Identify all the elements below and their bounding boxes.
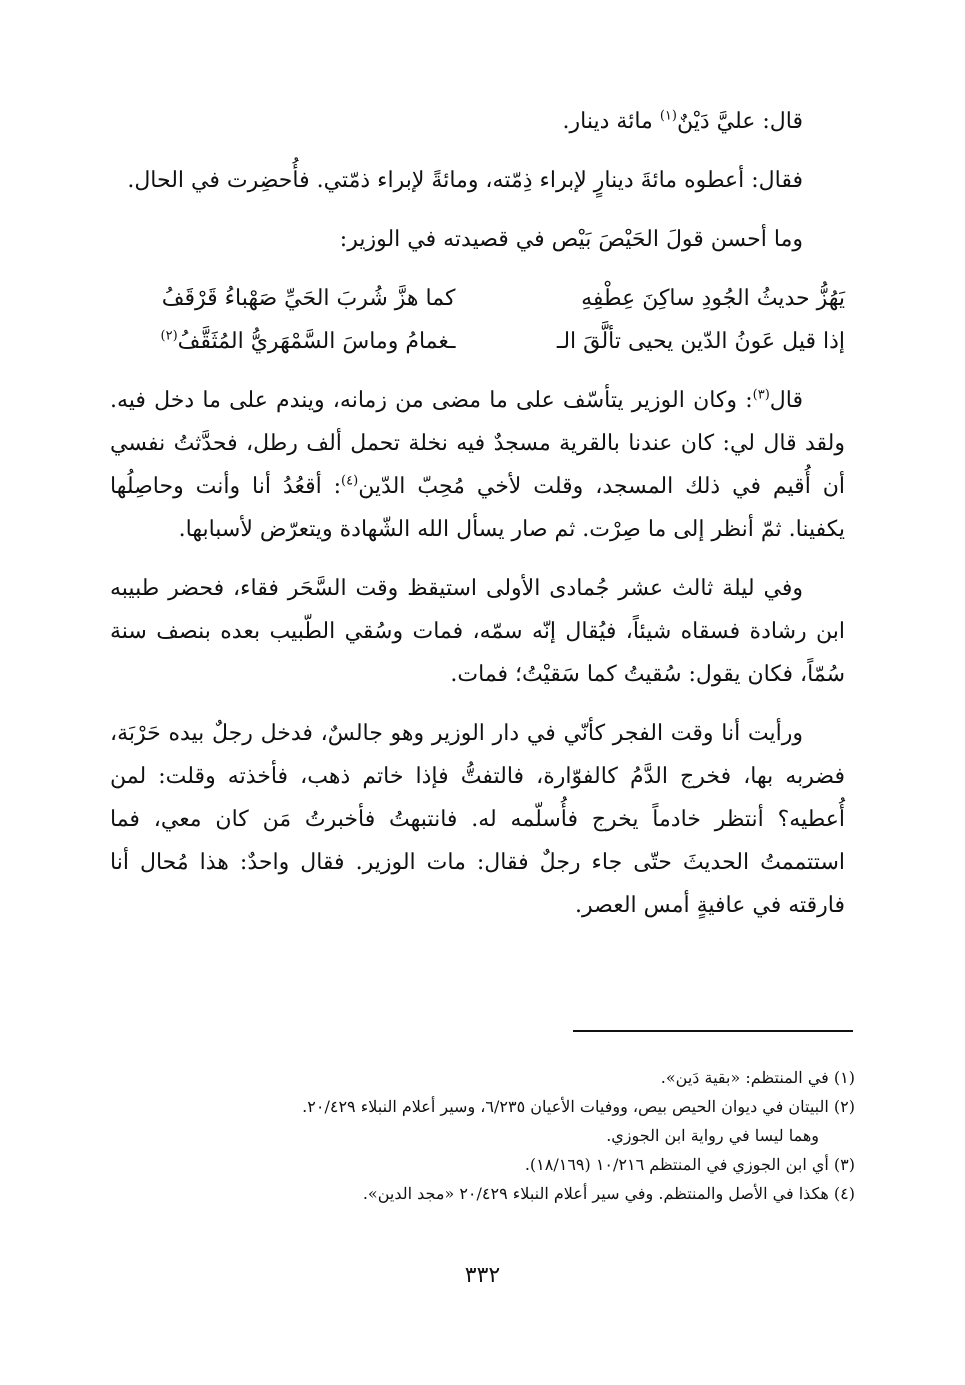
footnote-2-text: البيتان في ديوان الحيص بيص، ووفيات الأعيان ٦/٢٣٥، وسير أعلام النبلاء ٢٠/٤٢٩. [302,1097,829,1116]
paragraph-6: ورأيت أنا وقت الفجر كأنّي في دار الوزير وهو جالسٌ، فدخل رجلٌ بيده حَرْبَة، فضربه بها، فخرج الدَّمُ كالفوّارة، فالتفتُّ فإذا خاتم ذهب، فأخذته وقلت: لمن أُعطيه؟ أنتظر خادماً يخرج فأُسلّمه له. فانتبهتُ فأخبرتُ مَن كان معي، فما استتممتُ الحديثَ حتّى جاء رجلٌ فقال: مات الوزير. فقال واحدٌ: هذا مُحال أنا فارقته في عافيةٍ أمس العصر. [110,721,845,918]
footnote-3 [110,1150,855,1179]
footnote-ref-1: (١) [659,108,677,124]
paragraph-4-body: : وكان الوزير يتأسّف على ما مضى من زمانه، ويندم على ما دخل فيه. ولقد قال لي: كان عندنا بالقرية مسجدٌ فيه نخلة تحمل ألف رطل، فحدَّثتُ نفسي أن أُقيم في ذلك المسجد، وقلت لأخي مُحِبّ الدّين [110,388,846,499]
footnotes [110,1063,855,1208]
verse-1-second-hemistich: كما هزَّ شُربَ الحَيِّ صَهْباءُ قَرْقَفُ [161,286,456,311]
footnote-4-number: (٤) [833,1184,855,1203]
poem-verses [110,277,845,363]
paragraph-2: فقال: أعطوه مائةَ دينارٍ لإبراء ذِمّته، ومائةً لإبراء ذمّتي. فأُحضِرت في الحال. [127,168,803,193]
paragraph-1-tail: مائة دينار. [562,109,660,134]
footnote-3-number: (٣) [833,1155,855,1174]
footnote-2-number: (٢) [833,1097,855,1116]
verse-line-1 [110,277,845,320]
footnote-2 [110,1092,855,1121]
footnote-3-text: أي ابن الجوزي في المنتظم ١٠/٢١٦ (١٨/١٦٩). [524,1155,829,1174]
footnote-ref-4: (٤) [341,473,359,489]
paragraph-4-lead: قال [769,388,803,413]
paragraph-4 [110,379,845,551]
verse-1-first-hemistich: يَهُزُّ حديثُ الجُودِ ساكِنَ عِطْفِهِ [581,286,845,311]
footnote-2-continuation: وهما ليسا في رواية ابن الجوزي. [606,1126,819,1145]
main-text [110,100,845,943]
footnote-4 [110,1179,855,1208]
footnote-1 [110,1063,855,1092]
footnote-4-text: هكذا في الأصل والمنتظم. وفي سير أعلام النبلاء ٢٠/٤٢٩ «مجد الدين». [362,1184,829,1203]
footnote-1-number: (١) [833,1068,855,1087]
paragraph-5: وفي ليلة ثالث عشر جُمادى الأولى استيقظ وقت السَّحَر فقاء، فحضر طبيبه ابن رشادة فسقاه شيئاً، فيُقال إنّه سمّه، فمات وسُقي الطّبيب بعده بنصف سنة سُمّاً، فكان يقول: سُقيتُ كما سَقيْتُ؛ فمات. [110,576,845,687]
verse-2-second-text: ـغمامُ وماسَ السَّمْهَريُّ المُثَقَّفُ [177,329,456,354]
footnote-separator [573,1030,853,1032]
paragraph-1-text: قال: عليَّ دَيْنٌ [676,109,803,134]
verse-line-2 [110,320,845,363]
paragraph-4-end: : أقعُدُ أنا وأنت وحاصِلُها يكفينا. ثمّ أنظر إلى ما صِرْت. ثم صار يسأل الله الشّهادة ويتعرّض لأسبابها. [110,474,845,542]
footnote-ref-3: (٣) [752,387,770,403]
paragraph-1 [110,100,845,143]
footnote-ref-2: (٢) [160,328,178,344]
verse-2-first-hemistich: إذا قيل عَونُ الدّين يحيى تألَّقَ الـ [556,329,845,354]
footnote-1-text: في المنتظم: «بقية دَين». [660,1068,829,1087]
paragraph-3: وما أحسن قولَ الحَيْصَ بَيْص في قصيدته في الوزير: [339,227,803,252]
page-number: ٣٣٢ [464,1263,501,1288]
verse-2-second-hemistich [110,320,455,363]
